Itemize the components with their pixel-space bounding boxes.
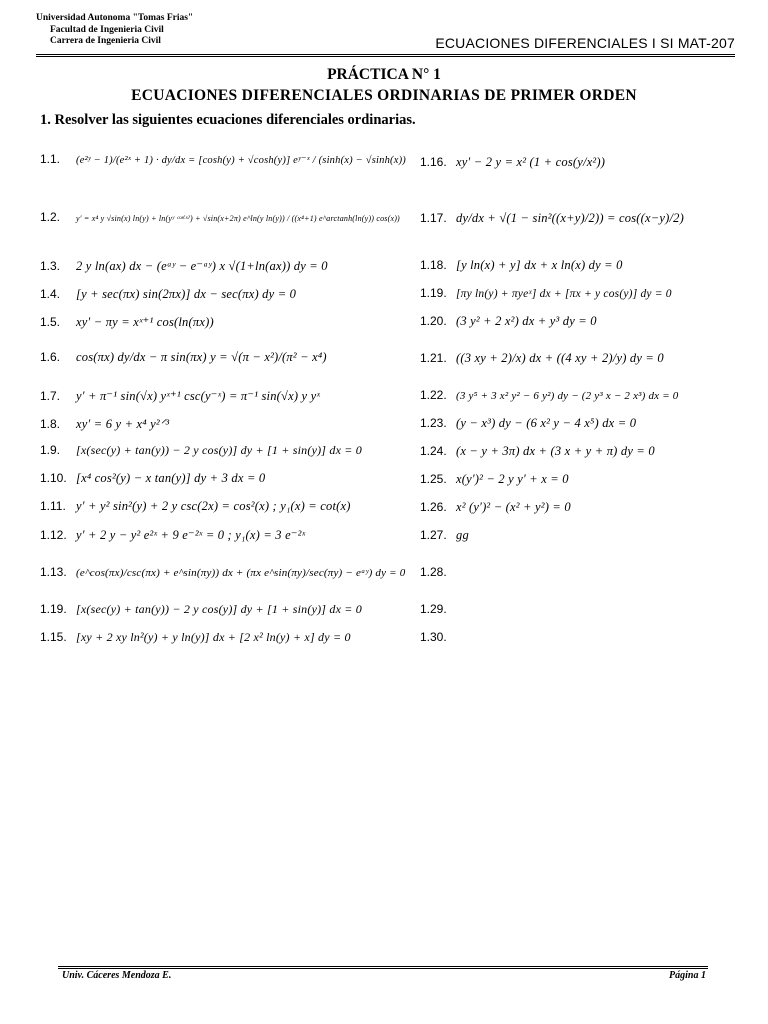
- equation-item: 1.8. xy′ = 6 y + x⁴ y²ᐟ³: [40, 417, 170, 431]
- equation-item: 1.11. y′ + y² sin²(y) + 2 y csc(2x) = cos²(x) ; y₁(x) = cot(x): [40, 499, 351, 513]
- equation-item: 1.28.: [420, 565, 447, 579]
- equation-item: 1.17. dy/dx + √(1 − sin²((x+y)/2)) = cos((x−y)/2): [420, 211, 684, 225]
- equation-item: 1.6. cos(πx) dy/dx − π sin(πx) y = √(π − x²)/(π² − x⁴): [40, 350, 327, 364]
- page-subtitle: ECUACIONES DIFERENCIALES ORDINARIAS DE PRIMER ORDEN: [131, 87, 637, 104]
- equation-item: 1.4. [y + sec(πx) sin(2πx)] dx − sec(πx) dy = 0: [40, 287, 297, 301]
- equation-item: 1.18. [y ln(x) + y] dx + x ln(x) dy = 0: [420, 258, 623, 272]
- career-name: Carrera de Ingenieria Civil: [50, 36, 161, 46]
- equation-item: 1.15. [xy + 2 xy ln²(y) + y ln(y)] dx + [2 x² ln(y) + x] dy = 0: [40, 630, 351, 644]
- equation-item: 1.23. (y − x³) dy − (6 x² y − 4 x⁵) dx = 0: [420, 416, 637, 430]
- equation-item: 1.2. y′ = x⁴ y √sin(x) ln(y) + ln(yʸ ᶜᵒˢ⁽ˣ⁾) + √sin(x+2π) e^ln(y ln(y)) / ((x⁴+1) e^arctanh(ln(y)) cos(x)): [40, 210, 400, 224]
- equation-item: 1.1. (e²ʸ − 1)/(e²ˣ + 1) · dy/dx = [cosh(y) + √cosh(y)] eʸ⁻ˣ / (sinh(x) − √sinh(x)): [40, 152, 406, 166]
- equation-item: 1.16. xy′ − 2 y = x² (1 + cos(y/x²)): [420, 155, 606, 169]
- equation-item: 1.7. y′ + π⁻¹ sin(√x) yˣ⁺¹ csc(y⁻ˣ) = π⁻¹ sin(√x) y yˣ: [40, 389, 321, 403]
- header-divider: [36, 54, 735, 57]
- header-institution: [36, 13, 193, 48]
- equation-item: 1.29.: [420, 602, 447, 616]
- equation-item: 1.24. (x − y + 3π) dx + (3 x + y + π) dy = 0: [420, 444, 655, 458]
- equation-item: 1.30.: [420, 630, 447, 644]
- page-number: Página 1: [669, 970, 706, 981]
- course-title: ECUACIONES DIFERENCIALES I SI MAT-207: [435, 35, 735, 51]
- equation-item: 1.9. [x(sec(y) + tan(y)) − 2 y cos(y)] dy + [1 + sin(y)] dx = 0: [40, 443, 362, 457]
- equation-item: 1.13. (e^cos(πx)/csc(πx) + e^sin(πy)) dx + (πx e^sin(πy)/sec(πy) − eᵃʸ) dy = 0: [40, 565, 406, 579]
- section-heading: 1. Resolver las siguientes ecuaciones diferenciales ordinarias.: [40, 112, 416, 128]
- equation-item: 1.22. (3 y⁵ + 3 x² y² − 6 y²) dy − (2 y³ x − 2 x³) dx = 0: [420, 388, 679, 402]
- equation-item: 1.12. y′ + 2 y − y² e²ˣ + 9 e⁻²ˣ = 0 ; y₁(x) = 3 e⁻²ˣ: [40, 528, 306, 542]
- equation-item: 1.20. (3 y² + 2 x²) dx + y³ dy = 0: [420, 314, 597, 328]
- page-title: PRÁCTICA N° 1: [327, 66, 441, 83]
- equation-item: 1.25. x(y′)² − 2 y y′ + x = 0: [420, 472, 569, 486]
- footer-divider: [58, 966, 708, 969]
- faculty-name: Facultad de Ingenieria Civil: [50, 24, 164, 35]
- equation-item: 1.21. ((3 xy + 2)/x) dx + ((4 xy + 2)/y) dy = 0: [420, 351, 664, 365]
- equation-item: 1.3. 2 y ln(ax) dx − (eᵃʸ − e⁻ᵃʸ) x √(1+ln(ax)) dy = 0: [40, 259, 328, 273]
- equation-item: 1.19. [πy ln(y) + πyeˣ] dx + [πx + y cos(y)] dy = 0: [420, 286, 672, 300]
- university-name: Universidad Autonoma "Tomas Frias": [36, 13, 194, 23]
- footer-author: Univ. Cáceres Mendoza E.: [62, 970, 172, 981]
- equation-item: 1.19. [x(sec(y) + tan(y)) − 2 y cos(y)] dy + [1 + sin(y)] dx = 0: [40, 602, 362, 616]
- equation-item: 1.10. [x⁴ cos²(y) − x tan(y)] dy + 3 dx = 0: [40, 471, 266, 485]
- equation-item: 1.27. gg: [420, 528, 469, 542]
- equation-item: 1.26. x² (y′)² − (x² + y²) = 0: [420, 500, 571, 514]
- equation-item: 1.5. xy′ − πy = xˣ⁺¹ cos(ln(πx)): [40, 315, 214, 329]
